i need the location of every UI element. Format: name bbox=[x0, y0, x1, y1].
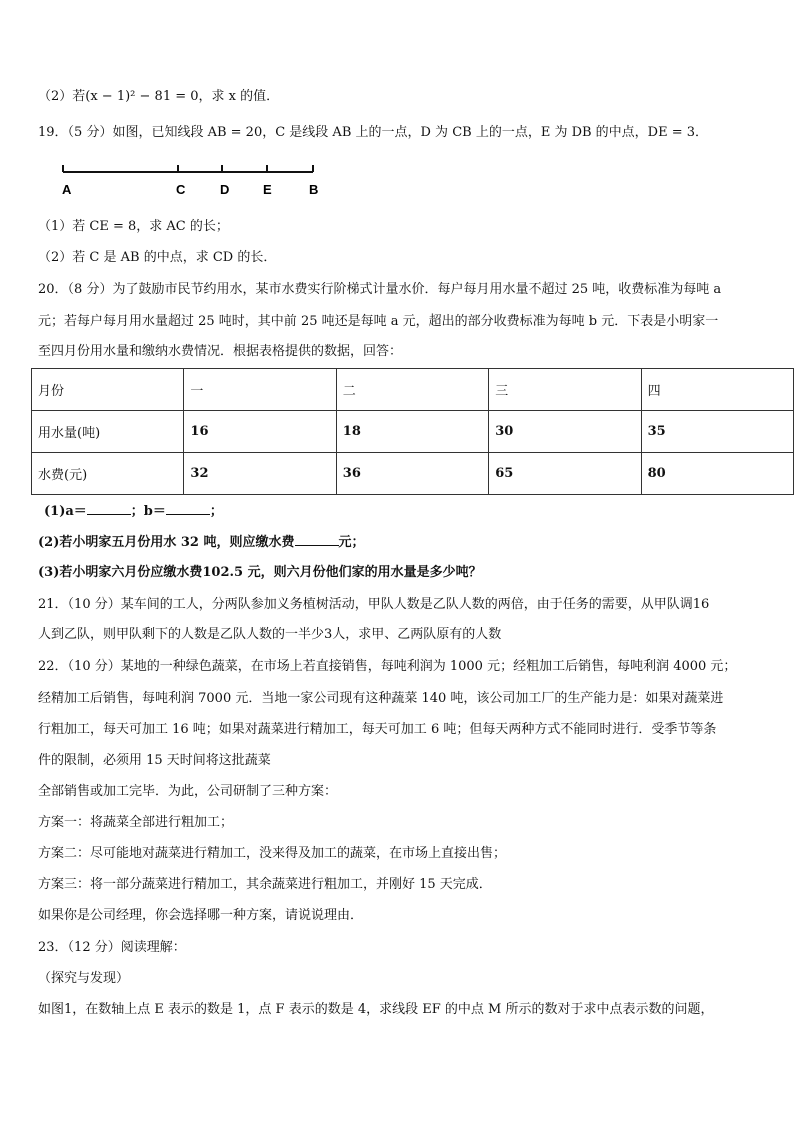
q23-line2: （探究与发现） bbox=[38, 971, 130, 986]
label-a: A bbox=[62, 182, 72, 197]
q22-ask: 如果你是公司经理，你会选择哪一种方案，请说说理由． bbox=[38, 908, 364, 923]
table-cell: 三 bbox=[489, 369, 641, 411]
table-cell: 36 bbox=[336, 453, 488, 495]
answer-blank-fee[interactable] bbox=[295, 533, 339, 546]
q20-part2-pre: (2)若小明家五月份用水 32 吨，则应缴水费 bbox=[38, 535, 295, 550]
table-cell: 35 bbox=[641, 411, 793, 453]
q22-plan3: 方案三：将一部分蔬菜进行精加工，其余蔬菜进行粗加工，并刚好 15 天完成． bbox=[38, 877, 492, 892]
q20-part1 bbox=[44, 502, 223, 521]
q20-part2 bbox=[38, 533, 365, 552]
answer-blank-a[interactable] bbox=[87, 502, 131, 515]
q22-plan1: 方案一：将蔬菜全部进行粗加工； bbox=[38, 815, 234, 830]
q20-part3: (3)若小明家六月份应缴水费102.5 元，则六月份他们家的用水量是多少吨？ bbox=[38, 565, 482, 580]
q23-line1: 23．（12 分）阅读理解： bbox=[38, 940, 186, 955]
q23-line3: 如图1，在数轴上点 E 表示的数是 1，点 F 表示的数是 4，求线段 EF 的中点 M 所示的数对于求中点表示数的问题， bbox=[38, 1002, 714, 1017]
table-cell: 18 bbox=[336, 411, 488, 453]
table-cell: 四 bbox=[641, 369, 793, 411]
table-cell: 水费(元) bbox=[32, 453, 184, 495]
table-row bbox=[32, 453, 794, 495]
q19-part2: （2）若 C 是 AB 的中点，求 CD 的长． bbox=[38, 250, 277, 265]
table-row bbox=[32, 369, 794, 411]
q22-line3: 行粗加工，每天可加工 16 吨；如果对蔬菜进行精加工，每天可加工 6 吨；但每天两种方式不能同时进行．受季节等条 bbox=[38, 722, 717, 737]
q22-plan2: 方案二：尽可能地对蔬菜进行精加工，没来得及加工的蔬菜，在市场上直接出售； bbox=[38, 846, 507, 861]
q22-line4: 件的限制，必须用 15 天时间将这批蔬菜 bbox=[38, 753, 271, 768]
label-b: B bbox=[309, 182, 319, 197]
q21-line1: 21．（10 分）某车间的工人，分两队参加义务植树活动，甲队人数是乙队人数的两倍，由于任务的需要，从甲队调16 bbox=[38, 597, 710, 612]
q20-part1-a: (1)a＝ bbox=[44, 504, 87, 519]
table-cell: 一 bbox=[184, 369, 336, 411]
q20-part1-b: ；b＝ bbox=[130, 504, 166, 519]
water-fee-table bbox=[31, 368, 794, 495]
q22-line1: 22．（10 分）某地的一种绿色蔬菜，在市场上若直接销售，每吨利润为 1000 元；经粗加工后销售，每吨利润 4000 元； bbox=[38, 659, 737, 674]
label-e: E bbox=[263, 182, 272, 197]
q18-part2: （2）若(x − 1)² − 81 = 0，求 x 的值． bbox=[38, 89, 280, 104]
q20-line2: 元；若每户每月用水量超过 25 吨时，其中前 25 吨还是每吨 a 元，超出的部分收费标准为每吨 b 元．下表是小明家一 bbox=[38, 314, 719, 329]
answer-blank-b[interactable] bbox=[166, 502, 210, 515]
q20-part2-post: 元； bbox=[338, 535, 365, 550]
table-cell: 16 bbox=[184, 411, 336, 453]
table-row bbox=[32, 411, 794, 453]
q21-line2: 人到乙队，则甲队剩下的人数是乙队人数的一半少3人，求甲、乙两队原有的人数 bbox=[38, 627, 502, 642]
table-cell: 32 bbox=[184, 453, 336, 495]
label-d: D bbox=[220, 182, 230, 197]
table-cell: 30 bbox=[489, 411, 641, 453]
table-cell: 二 bbox=[336, 369, 488, 411]
q20-line3: 至四月份用水量和缴纳水费情况．根据表格提供的数据，回答： bbox=[38, 344, 403, 359]
q19-part1: （1）若 CE = 8，求 AC 的长； bbox=[38, 219, 229, 234]
table-cell: 65 bbox=[489, 453, 641, 495]
q20-line1: 20．（8 分）为了鼓励市民节约用水，某市水费实行阶梯式计量水价．每户每月用水量不超过 25 吨，收费标准为每吨 a bbox=[38, 282, 722, 297]
q22-line2: 经精加工后销售，每吨利润 7000 元．当地一家公司现有这种蔬菜 140 吨，该公司加工厂的生产能力是：如果对蔬菜进 bbox=[38, 691, 724, 706]
table-cell: 用水量(吨) bbox=[32, 411, 184, 453]
table-cell: 80 bbox=[641, 453, 793, 495]
q20-part1-end: ； bbox=[209, 504, 223, 519]
q19-stem: 19．（5 分）如图，已知线段 AB = 20，C 是线段 AB 上的一点，D 为 CB 上的一点，E 为 DB 的中点，DE = 3． bbox=[38, 125, 709, 140]
segment-diagram bbox=[0, 0, 794, 200]
q22-line5: 全部销售或加工完毕．为此，公司研制了三种方案： bbox=[38, 784, 338, 799]
table-cell: 月份 bbox=[32, 369, 184, 411]
label-c: C bbox=[176, 182, 186, 197]
